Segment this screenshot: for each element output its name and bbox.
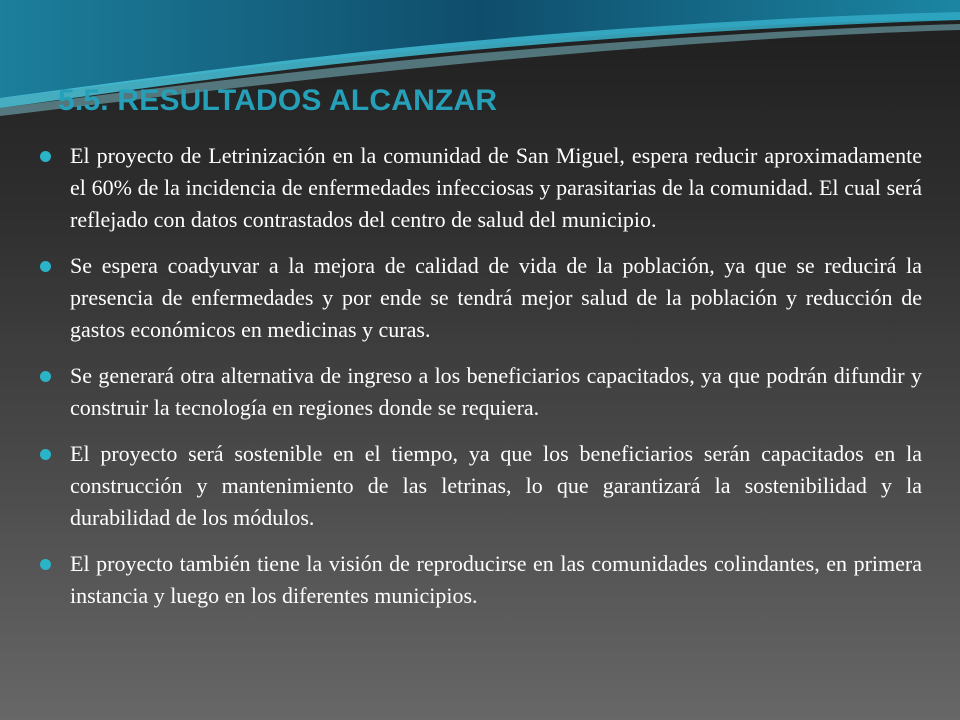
bullet-text: Se espera coadyuvar a la mejora de calidad de vida de la población, ya que se reducirá la presencia de enfermedades y por ende se tendrá mejor salud de la población y reducción de gastos económicos en medicinas y curas. (70, 253, 922, 342)
list-item (40, 360, 922, 424)
bullet-list (40, 140, 922, 626)
list-item (40, 140, 922, 236)
slide-title: 5.5. RESULTADOS ALCANZAR (58, 84, 498, 117)
bullet-dot-icon (40, 151, 51, 162)
list-item (40, 438, 922, 534)
bullet-dot-icon (40, 371, 51, 382)
bullet-text: El proyecto de Letrinización en la comunidad de San Miguel, espera reducir aproximadamente el 60% de la incidencia de enfermedades infecciosas y parasitarias de la comunidad. El cual será reflejado con datos contrastados del centro de salud del municipio. (70, 143, 922, 232)
bullet-text: El proyecto será sostenible en el tiempo, ya que los beneficiarios serán capacitados en la construcción y mantenimiento de las letrinas, lo que garantizará la sostenibilidad y la durabilidad de los módulos. (70, 441, 922, 530)
list-item (40, 548, 922, 612)
bullet-dot-icon (40, 559, 51, 570)
bullet-dot-icon (40, 261, 51, 272)
list-item (40, 250, 922, 346)
bullet-dot-icon (40, 449, 51, 460)
bullet-text: Se generará otra alternativa de ingreso a los beneficiarios capacitados, ya que podrán difundir y construir la tecnología en regiones donde se requiera. (70, 363, 922, 420)
bullet-text: El proyecto también tiene la visión de reproducirse en las comunidades colindantes, en primera instancia y luego en los diferentes municipios. (70, 551, 922, 608)
